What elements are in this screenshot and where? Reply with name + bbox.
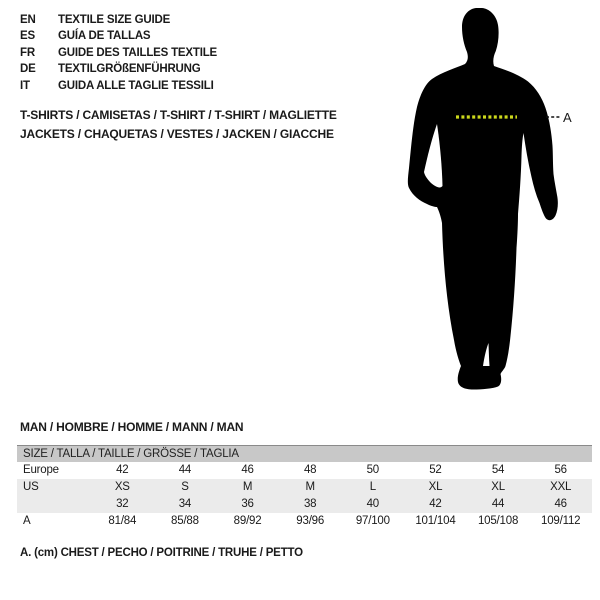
man-silhouette-svg xyxy=(370,0,600,400)
language-code: ES xyxy=(20,30,35,43)
size-cell: 48 xyxy=(303,464,317,476)
size-cell: M xyxy=(242,481,253,493)
section-title-man: MAN / HOMBRE / HOMME / MANN / MAN xyxy=(20,420,244,434)
size-cell: 81/84 xyxy=(108,515,137,527)
row-label: US xyxy=(23,481,39,493)
table-row-a-chest xyxy=(17,513,592,530)
size-table xyxy=(17,445,592,530)
row-label: A xyxy=(23,515,31,527)
size-cell: XS xyxy=(114,481,130,493)
size-cell: L xyxy=(369,481,376,493)
size-cell: XXL xyxy=(550,481,572,493)
size-cell: XL xyxy=(491,481,505,493)
table-row-uk xyxy=(17,496,592,513)
size-cell: 101/104 xyxy=(415,515,456,527)
table-row-europe xyxy=(17,462,592,479)
category-jackets: JACKETS / CHAQUETAS / VESTES / JACKEN / GIACCHE xyxy=(20,126,334,141)
language-title-list xyxy=(20,12,217,94)
category-tshirts: T-SHIRTS / CAMISETAS / T-SHIRT / T-SHIRT / MAGLIETTE xyxy=(20,108,337,122)
size-cell: M xyxy=(305,481,315,493)
language-title: GUIDA ALLE TAGLIE TESSILI xyxy=(58,79,214,92)
row-label xyxy=(17,496,91,513)
measure-label-a: A xyxy=(563,110,572,125)
size-cell: XL xyxy=(428,481,443,493)
language-title: GUÍA DE TALLAS xyxy=(58,30,151,43)
size-cell: 109/112 xyxy=(541,515,581,527)
size-cell: 42 xyxy=(429,498,442,510)
size-cell: S xyxy=(181,481,189,493)
size-cell: 42 xyxy=(116,464,129,476)
size-cell: 50 xyxy=(366,464,380,476)
size-cell: 32 xyxy=(116,498,129,510)
row-label: Europe xyxy=(23,464,59,476)
measurement-footnote: A. (cm) CHEST / PECHO / POITRINE / TRUHE / PETTO xyxy=(20,547,303,559)
language-code: EN xyxy=(20,14,36,26)
language-row xyxy=(20,61,217,77)
size-cell: 85/88 xyxy=(171,515,199,527)
language-title: TEXTILE SIZE GUIDE xyxy=(58,14,171,26)
size-table-header: SIZE / TALLA / TAILLE / GRÖSSE / TAGLIA xyxy=(17,445,592,462)
size-cell: 36 xyxy=(241,498,254,510)
size-cell: 34 xyxy=(178,498,192,510)
language-row xyxy=(20,78,217,94)
garment-categories xyxy=(20,106,337,143)
man-silhouette-figure xyxy=(370,0,600,400)
language-row xyxy=(20,45,217,61)
size-cell: 89/92 xyxy=(233,515,262,527)
size-cell: 105/108 xyxy=(477,515,519,527)
language-code: IT xyxy=(20,79,30,92)
language-title: TEXTILGRÖßENFÜHRUNG xyxy=(58,63,201,76)
size-cell: 54 xyxy=(491,464,505,476)
size-cell: 52 xyxy=(429,464,442,476)
size-cell: 38 xyxy=(303,498,317,510)
size-cell: 93/96 xyxy=(296,515,325,527)
size-cell: 46 xyxy=(241,464,254,476)
language-code: DE xyxy=(20,63,36,76)
size-cell: 97/100 xyxy=(355,515,390,527)
man-silhouette-shape xyxy=(408,8,558,390)
language-row xyxy=(20,12,217,28)
size-cell: 44 xyxy=(491,498,505,510)
size-cell: 40 xyxy=(366,498,380,510)
table-row-us xyxy=(17,479,592,496)
size-cell: 44 xyxy=(178,464,192,476)
language-title: GUIDE DES TAILLES TEXTILE xyxy=(58,46,217,59)
size-cell: 46 xyxy=(554,498,567,510)
size-cell: 56 xyxy=(554,464,567,476)
language-row xyxy=(20,28,217,44)
language-code: FR xyxy=(20,46,35,59)
